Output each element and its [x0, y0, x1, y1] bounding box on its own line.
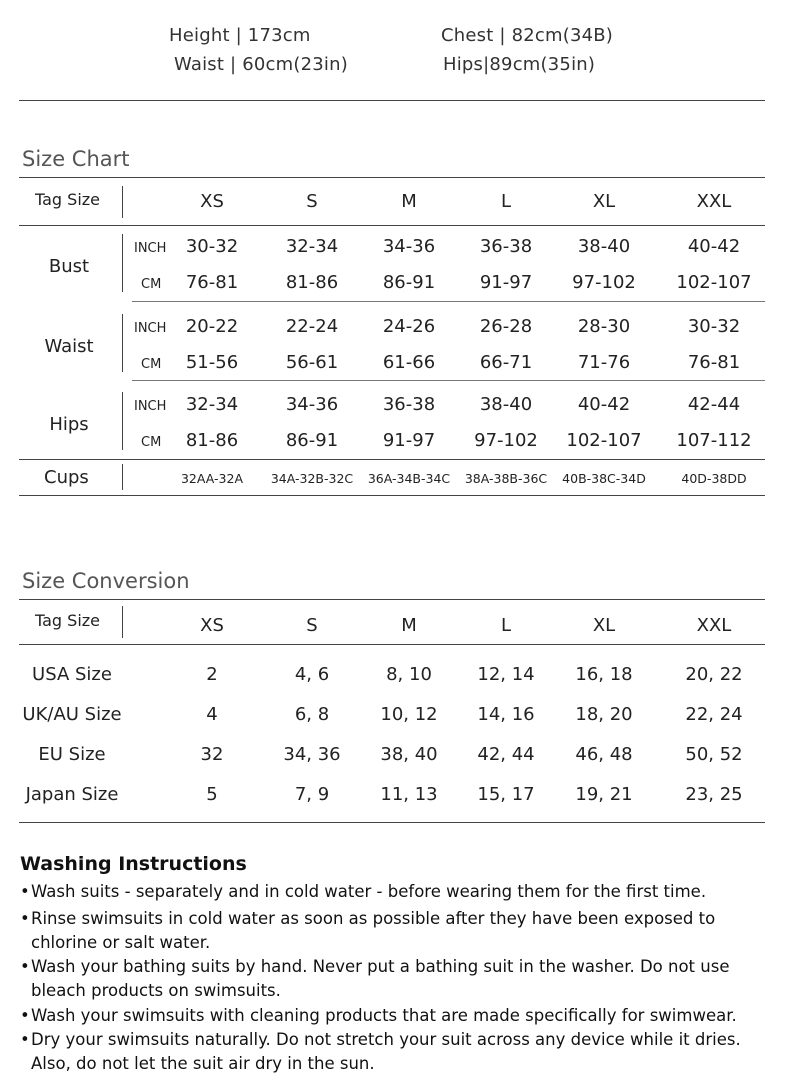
bullet: •	[20, 957, 30, 976]
model-waist: Waist | 60cm(23in)	[174, 54, 348, 75]
measure-label: Hips	[49, 414, 89, 435]
conversion-value: 38, 40	[380, 744, 438, 765]
bullet: •	[20, 1006, 30, 1025]
size-header: XS	[200, 191, 224, 212]
unit-inch: INCH	[134, 241, 167, 256]
cm-value: 76-81	[185, 272, 239, 293]
washing-item-text: Wash suits - separately and in cold water - before wearing them for the first time.	[31, 882, 707, 901]
conversion-value: 4, 6	[294, 664, 330, 685]
size-header: XS	[200, 615, 224, 636]
cm-value: 97-102	[572, 272, 636, 293]
size-header: M	[401, 615, 417, 636]
conversion-row-label: Japan Size	[25, 784, 119, 805]
cm-value: 76-81	[687, 352, 741, 373]
washing-item-text: Dry your swimsuits naturally. Do not stretch your suit across any device while it dries.	[31, 1030, 741, 1049]
inch-value: 34-36	[382, 236, 436, 257]
washing-item	[20, 1004, 780, 1028]
cup-value: 40B-38C-34D	[562, 471, 646, 486]
size-header: S	[306, 191, 318, 212]
size-header: XXL	[696, 615, 732, 636]
conversion-value: 8, 10	[386, 664, 432, 685]
conversion-row-label: USA Size	[32, 664, 112, 685]
inch-value: 24-26	[382, 316, 436, 337]
conversion-row-label: UK/AU Size	[22, 704, 122, 725]
cm-value: 91-97	[382, 430, 436, 451]
cm-value: 97-102	[474, 430, 538, 451]
washing-item	[20, 955, 780, 1003]
conversion-value: 4	[206, 704, 218, 725]
cm-value: 102-107	[676, 272, 752, 293]
conversion-value: 16, 18	[575, 664, 633, 685]
separator	[122, 464, 123, 490]
rule	[19, 822, 765, 823]
conversion-value: 34, 36	[283, 744, 341, 765]
cm-value: 86-91	[285, 430, 339, 451]
washing-item-text: Rinse swimsuits in cold water as soon as possible after they have been exposed to	[31, 909, 716, 928]
model-hips: Hips|89cm(35in)	[443, 54, 596, 75]
unit-inch: INCH	[134, 321, 167, 336]
model-chest: Chest | 82cm(34B)	[441, 25, 614, 46]
inch-value: 38-40	[479, 394, 533, 415]
inch-value: 36-38	[382, 394, 436, 415]
cm-value: 71-76	[577, 352, 631, 373]
size-conversion-title: Size Conversion	[22, 569, 190, 593]
size-header: S	[306, 615, 318, 636]
washing-item-text: Also, do not let the suit air dry in the sun.	[31, 1054, 375, 1073]
inch-value: 40-42	[687, 236, 741, 257]
washing-item-text: bleach products on swimsuits.	[31, 981, 281, 1000]
separator	[122, 234, 123, 292]
separator	[122, 186, 123, 218]
rule	[19, 599, 765, 600]
conversion-value: 20, 22	[685, 664, 743, 685]
measure-label: Bust	[48, 256, 90, 277]
size-header: L	[500, 191, 512, 212]
cm-value: 86-91	[382, 272, 436, 293]
conversion-value: 11, 13	[380, 784, 438, 805]
washing-item-text: Wash your bathing suits by hand. Never put a bathing suit in the washer. Do not use	[31, 957, 730, 976]
conversion-value: 46, 48	[575, 744, 633, 765]
size-header: XXL	[696, 191, 732, 212]
conversion-value: 50, 52	[685, 744, 743, 765]
separator	[122, 392, 123, 450]
cm-value: 66-71	[479, 352, 533, 373]
rule	[19, 225, 765, 226]
separator	[122, 314, 123, 372]
inch-value: 30-32	[185, 236, 239, 257]
unit-inch: INCH	[134, 399, 167, 414]
conversion-value: 2	[206, 664, 218, 685]
washing-item-text: chlorine or salt water.	[31, 933, 211, 952]
bullet: •	[20, 1030, 30, 1049]
size-chart-title: Size Chart	[22, 147, 130, 171]
rule	[19, 177, 765, 178]
cup-value: 40D-38DD	[681, 471, 747, 486]
conversion-value: 5	[206, 784, 218, 805]
cm-value: 81-86	[185, 430, 239, 451]
conversion-value: 14, 16	[477, 704, 535, 725]
rule	[19, 495, 765, 496]
tag-size-label: Tag Size	[35, 611, 101, 630]
unit-cm: CM	[141, 277, 162, 292]
unit-cm: CM	[141, 435, 162, 450]
measure-label: Waist	[44, 336, 94, 357]
size-header: M	[401, 191, 417, 212]
separator	[122, 606, 123, 638]
bullet: •	[20, 909, 30, 928]
cm-value: 61-66	[382, 352, 436, 373]
inch-value: 38-40	[577, 236, 631, 257]
conversion-value: 23, 25	[685, 784, 743, 805]
conversion-value: 15, 17	[477, 784, 535, 805]
size-header: XL	[592, 615, 616, 636]
inch-value: 32-34	[285, 236, 339, 257]
inch-value: 40-42	[577, 394, 631, 415]
inch-value: 42-44	[687, 394, 741, 415]
model-height: Height | 173cm	[169, 25, 311, 46]
conversion-value: 18, 20	[575, 704, 633, 725]
bullet: •	[20, 882, 30, 901]
rule	[19, 644, 765, 645]
unit-cm: CM	[141, 357, 162, 372]
inch-value: 28-30	[577, 316, 631, 337]
tag-size-label: Tag Size	[35, 190, 101, 209]
inch-value: 20-22	[185, 316, 239, 337]
cup-value: 34A-32B-32C	[270, 471, 354, 486]
rule	[132, 301, 765, 302]
cm-value: 107-112	[676, 430, 752, 451]
inch-value: 22-24	[285, 316, 339, 337]
size-header: L	[500, 615, 512, 636]
inch-value: 26-28	[479, 316, 533, 337]
conversion-value: 32	[200, 744, 224, 765]
cup-value: 38A-38B-36C	[464, 471, 548, 486]
cm-value: 91-97	[479, 272, 533, 293]
inch-value: 36-38	[479, 236, 533, 257]
cm-value: 81-86	[285, 272, 339, 293]
conversion-value: 19, 21	[575, 784, 633, 805]
inch-value: 34-36	[285, 394, 339, 415]
washing-item	[20, 1028, 780, 1076]
inch-value: 30-32	[687, 316, 741, 337]
washing-title: Washing Instructions	[20, 853, 247, 875]
washing-item-text: Wash your swimsuits with cleaning products that are made specifically for swimwear.	[31, 1006, 737, 1025]
conversion-value: 7, 9	[294, 784, 330, 805]
cup-value: 32AA-32A	[180, 471, 244, 486]
conversion-value: 42, 44	[477, 744, 535, 765]
cups-label: Cups	[44, 467, 89, 488]
conversion-value: 10, 12	[380, 704, 438, 725]
washing-item	[20, 907, 780, 955]
cm-value: 51-56	[185, 352, 239, 373]
rule	[19, 459, 765, 460]
rule	[132, 380, 765, 381]
cup-value: 36A-34B-34C	[367, 471, 451, 486]
conversion-row-label: EU Size	[38, 744, 106, 765]
conversion-value: 22, 24	[685, 704, 743, 725]
cm-value: 56-61	[285, 352, 339, 373]
divider	[19, 100, 765, 101]
cm-value: 102-107	[566, 430, 642, 451]
inch-value: 32-34	[185, 394, 239, 415]
washing-item	[20, 880, 780, 904]
conversion-value: 6, 8	[294, 704, 330, 725]
conversion-value: 12, 14	[477, 664, 535, 685]
size-header: XL	[592, 191, 616, 212]
